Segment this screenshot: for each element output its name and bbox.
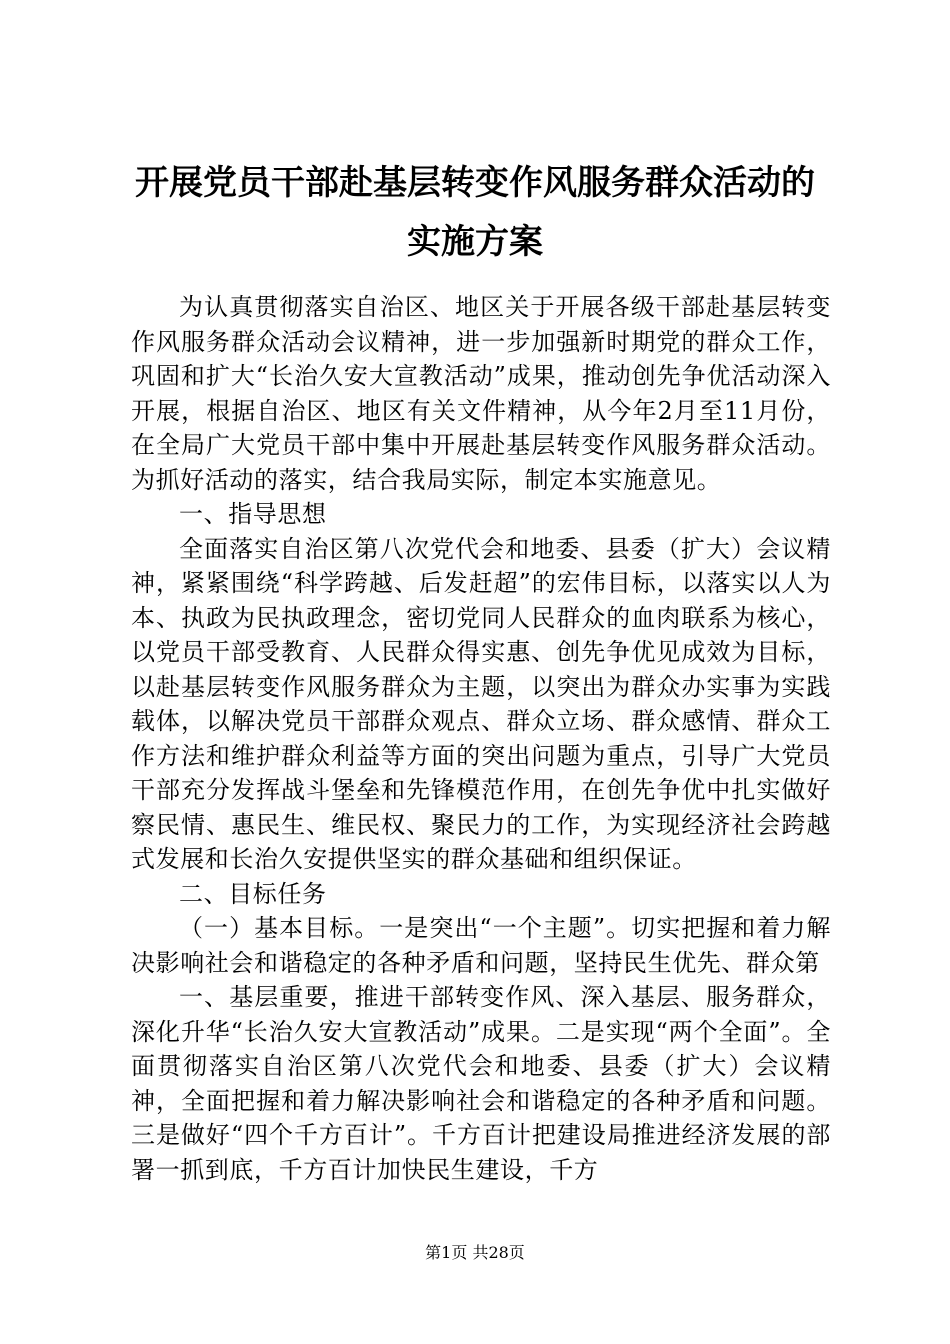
guiding-thought-paragraph: 全面落实自治区第八次党代会和地委、县委（扩大）会议精神，紧紧围绕“科学跨越、后发赶超”的宏伟目标，以落实以人为本、执政为民执政理念，密切党同人民群众的血肉联系为核心，以党员干部受教育、人民群众得实惠、创先争优见成效为目标，以赴基层转变作风服务群众为主题，以突出为群众办实事为实践载体，以解决党员干部群众观点、群众立场、群众感情、群众工作方法和维护群众利益等方面的突出问题为重点，引导广大党员干部充分发挥战斗堡垒和先锋模范作用，在创先争优中扎实做好察民情、惠民生、维民权、聚民力的工作，为实现经济社会跨越式发展和长治久安提供坚实的群众基础和组织保证。 [131, 534, 831, 873]
section-heading-goals: 二、目标任务 [179, 879, 327, 908]
goals-continued-paragraph: 一、基层重要，推进干部转变作风、深入基层、服务群众，深化升华“长治久安大宣教活动”成果。二是实现“两个全面”。全面贯彻落实自治区第八次党代会和地委、县委（扩大）会议精神，全面把握和着力解决影响社会和谐稳定的各种矛盾和问题。三是做好“四个千方百计”。千方百计把建设局推进经济发展的部署一抓到底，千方百计加快民生建设，千方 [131, 983, 831, 1184]
intro-paragraph: 为认真贯彻落实自治区、地区关于开展各级干部赴基层转变作风服务群众活动会议精神，进一步加强新时期党的群众工作，巩固和扩大“长治久安大宣教活动”成果，推动创先争优活动深入开展，根据自治区、地区有关文件精神，从今年2月至11月份，在全局广大党员干部中集中开展赴基层转变作风服务群众活动。为抓好活动的落实，结合我局实际，制定本实施意见。 [131, 293, 831, 494]
page-number-footer: 第1页 共28页 [425, 1243, 525, 1262]
document-title-line-1: 开展党员干部赴基层转变作风服务群众活动的 [135, 163, 815, 203]
basic-goal-paragraph: （一）基本目标。一是突出“一个主题”。切实把握和着力解决影响社会和谐稳定的各种矛盾和问题，坚持民生优先、群众第 [131, 914, 831, 977]
document-title-line-2: 实施方案 [407, 222, 543, 262]
section-heading-guiding-thought: 一、指导思想 [179, 500, 327, 528]
document-body [131, 290, 831, 1187]
